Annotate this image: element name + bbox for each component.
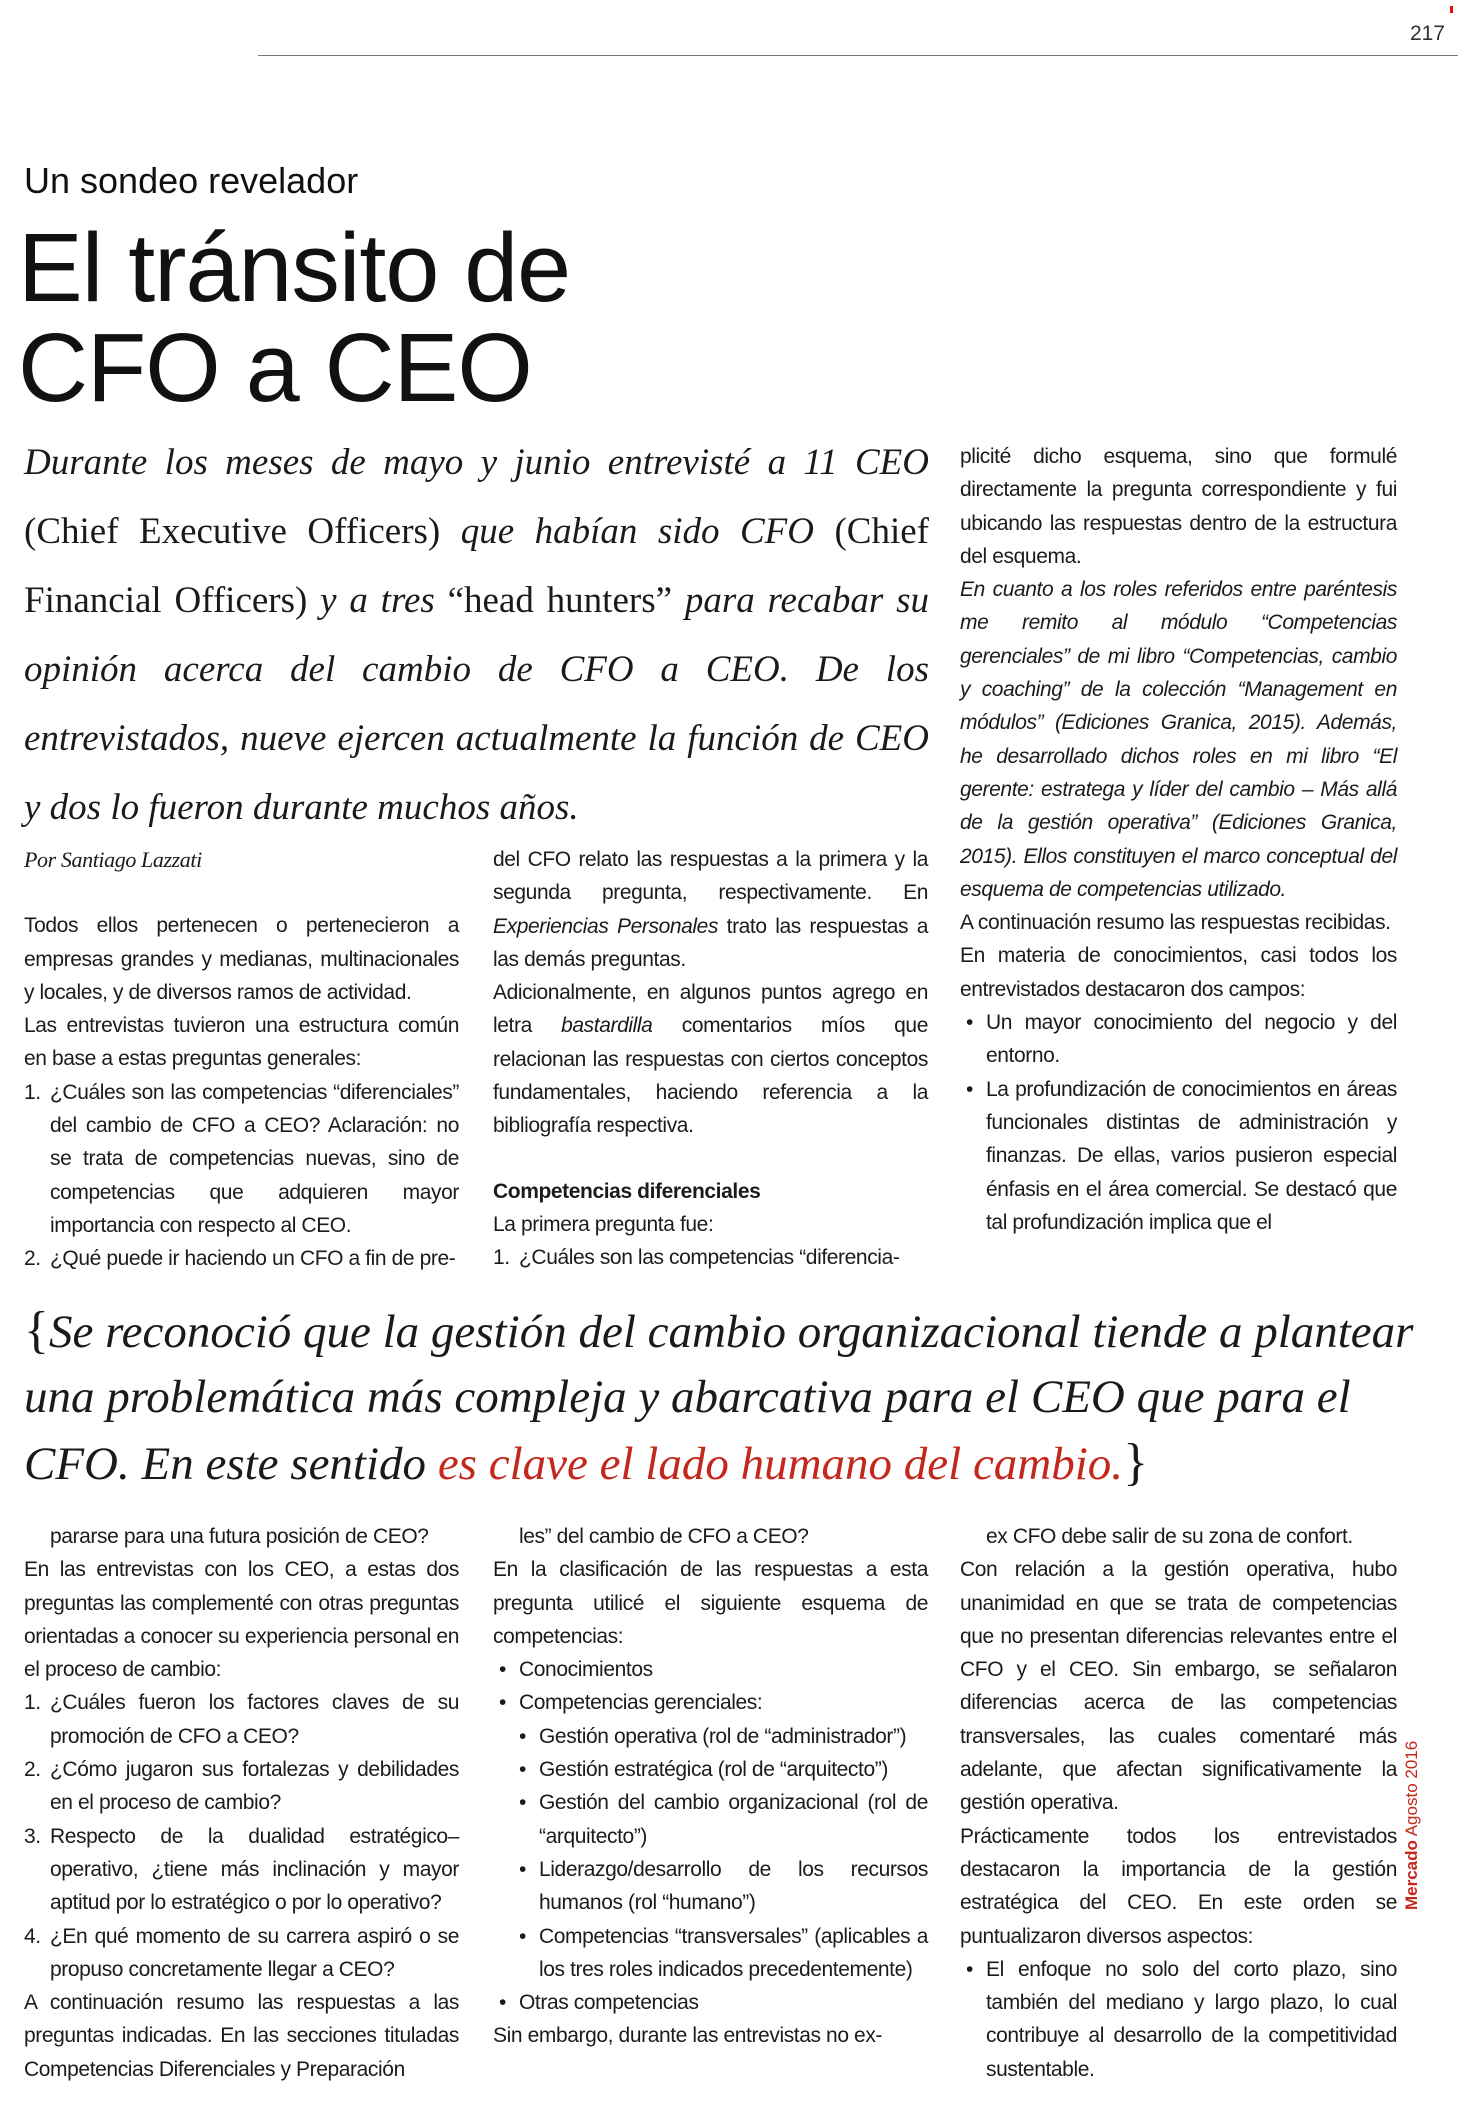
col2-continuation: les” del cambio de CFO a CEO? bbox=[519, 1525, 809, 1548]
lead-part-2: (Chief Executive Officers) bbox=[24, 511, 461, 552]
list-number: 1. bbox=[493, 1246, 510, 1270]
col3-continuation: ex CFO debe salir de su zona de confort. bbox=[986, 1525, 1353, 1548]
article-title-line-2: CFO a CEO bbox=[18, 313, 532, 422]
col2-paragraph-2: Sin embargo, durante las entrevistas no ex- bbox=[493, 2024, 883, 2048]
article-kicker: Un sondeo revelador bbox=[24, 160, 359, 201]
lead-part-3: que habían sido CFO bbox=[460, 511, 835, 552]
general-questions-list bbox=[24, 1076, 459, 1276]
col2-paragraph-3: La primera pregunta fue: bbox=[493, 1212, 714, 1236]
col1-paragraph-1: En las entrevistas con los CEO, a estas dos preguntas las complementé con otras preguntas orientadas a conocer su experiencia personal en el proceso de cambio: bbox=[24, 1558, 459, 1682]
text-run: comentarios míos que relacionan las respuestas con ciertos conceptos fundamentales, haciendo referencia a la bibliografía respectiva. bbox=[493, 1014, 928, 1138]
lead-part-4: (Chief Financial Officers) bbox=[24, 511, 929, 621]
text-run: Adicionalmente, en algunos puntos agrego en letra bbox=[493, 981, 928, 1038]
list-item bbox=[24, 1820, 459, 1920]
lead-part-5: y a tres bbox=[320, 580, 448, 621]
col1-paragraph-2: A continuación resumo las respuestas a las preguntas indicadas. En las secciones tituladas Competencias Diferenciales y Preparación bbox=[24, 1991, 459, 2081]
list-item: • Conocimientos bbox=[493, 1653, 928, 1686]
list-item bbox=[24, 1753, 459, 1820]
list-item: • Liderazgo/desarrollo de los recursos humanos (rol “humano”) bbox=[493, 1853, 928, 1920]
list-item: • Gestión estratégica (rol de “arquitecto”) bbox=[493, 1753, 928, 1786]
sidebar-brand: Mercado bbox=[1402, 1840, 1421, 1910]
pull-quote bbox=[24, 1298, 1444, 1497]
col3-note-italic: En cuanto a los roles referidos entre paréntesis me remito al módulo “Competencias gerenciales” de mi libro “Competencias, cambio y coaching” de la colección “Management en módulos” (Ediciones Granica, 2015). Además, he desarrollado dichos roles en mi libro “El gerente: estratega y líder del cambio – Más allá de la gestión operativa” (Ediciones Granica, 2015). Ellos constituyen el marco conceptual del esquema de competencias utilizado. bbox=[960, 578, 1397, 901]
text-run-italic: Experiencias Personales bbox=[493, 914, 719, 938]
col1-paragraph-2: Las entrevistas tuvieron una estructura común en base a estas preguntas generales: bbox=[24, 1014, 459, 1071]
list-item bbox=[493, 1241, 928, 1274]
byline: Por Santiago Lazzati bbox=[24, 847, 202, 872]
list-item: • Otras competencias bbox=[493, 1986, 928, 2019]
list-number: 1. bbox=[24, 1691, 41, 1715]
text-run: trato las respuestas a las demás preguntas. bbox=[493, 914, 928, 971]
column-3-bottom bbox=[960, 1520, 1397, 2086]
list-item: • Gestión operativa (rol de “administrador”) bbox=[493, 1720, 928, 1753]
list-item: • Competencias gerenciales: bbox=[493, 1686, 928, 1719]
lead-part-7: para recabar su opinión acerca del cambio de CFO a CEO. De los entrevistados, nueve ejercen actualmente la función de CEO y dos lo fueron durante muchos años. bbox=[24, 580, 929, 828]
text-run-italic: bastardilla bbox=[561, 1014, 653, 1038]
column-2-bottom bbox=[493, 1520, 928, 2053]
strategic-aspects-list bbox=[960, 1953, 1397, 2086]
sidebar-publication bbox=[1402, 1730, 1422, 1910]
list-item: • La profundización de conocimientos en áreas funcionales distintas de administración y finanzas. De ellas, varios pusieron especial énfasis en el área comercial. Se destacó que tal profundización implica que el bbox=[960, 1073, 1397, 1239]
list-number: 2. bbox=[24, 1247, 41, 1271]
personal-questions-list bbox=[24, 1686, 459, 1986]
section-heading: Competencias diferenciales bbox=[493, 1179, 761, 1203]
column-3-top bbox=[960, 440, 1397, 1239]
list-item-text: ¿Cuáles son las competencias “diferencia- bbox=[519, 1246, 900, 1270]
list-item: • El enfoque no solo del corto plazo, sino también del mediano y largo plazo, lo cual contribuye al desarrollo de la competitividad sustentable. bbox=[960, 1953, 1397, 2086]
managerial-competencies-sublist bbox=[493, 1720, 928, 1986]
list-number: 3. bbox=[24, 1824, 41, 1848]
list-item-text: Respecto de la dualidad estratégico–operativo, ¿tiene más inclinación y mayor aptitud por lo estratégico o por lo operativo? bbox=[50, 1824, 459, 1915]
list-item-text: ¿Cuáles fueron los factores claves de su promoción de CFO a CEO? bbox=[50, 1691, 459, 1748]
col2-paragraph-1 bbox=[493, 843, 928, 976]
lead-part-6: “head hunters” bbox=[447, 580, 685, 621]
col3-paragraph-3: A continuación resumo las respuestas recibidas. bbox=[960, 911, 1391, 935]
list-item bbox=[24, 1242, 459, 1275]
list-item-text: ¿Cómo jugaron sus fortalezas y debilidades en el proceso de cambio? bbox=[50, 1758, 459, 1815]
list-item: • Un mayor conocimiento del negocio y del entorno. bbox=[960, 1006, 1397, 1073]
list-item bbox=[24, 1076, 459, 1242]
col3-paragraph-2: Prácticamente todos los entrevistados destacaron la importancia de la gestión estratégica del CEO. En este orden se puntualizaron diversos aspectos: bbox=[960, 1824, 1397, 1948]
article-title bbox=[18, 213, 571, 422]
header-rule bbox=[258, 55, 1458, 56]
article-title-line-1: El tránsito de bbox=[18, 213, 571, 322]
page-number: 217 bbox=[1409, 22, 1445, 45]
pull-quote-close-brace: } bbox=[1123, 1434, 1149, 1491]
col1-paragraph-1: Todos ellos pertenecen o pertenecieron a empresas grandes y medianas, multinacionales y locales, y de diversos ramos de actividad. bbox=[24, 914, 459, 1004]
list-item-text: ¿En qué momento de su carrera aspiró o se propuso concretamente llegar a CEO? bbox=[50, 1924, 459, 1981]
col3-paragraph-4: En materia de conocimientos, casi todos los entrevistados destacaron dos campos: bbox=[960, 944, 1397, 1001]
text-run: del CFO relato las respuestas a la primera y la segunda pregunta, respectivamente. En bbox=[493, 848, 928, 905]
knowledge-fields-list bbox=[960, 1006, 1397, 1239]
column-1-top bbox=[24, 843, 459, 1276]
pull-quote-highlight: es clave el lado humano del cambio. bbox=[437, 1438, 1124, 1490]
first-question-list bbox=[493, 1241, 928, 1274]
col3-paragraph-1: plicité dicho esquema, sino que formulé directamente la pregunta correspondiente y fui ubicando las respuestas dentro de la estructura del esquema. bbox=[960, 445, 1397, 568]
column-1-bottom bbox=[24, 1520, 459, 2086]
list-number: 2. bbox=[24, 1758, 41, 1782]
col3-paragraph-1: Con relación a la gestión operativa, hubo unanimidad en que se trata de competencias que no presentan diferencias relevantes entre el CFO y el CEO. Sin embargo, se señalaron diferencias acerca de las competencias transversales, las cuales comentaré más adelante, que afectan significativamente la gestión operativa. bbox=[960, 1558, 1397, 1815]
col1-continuation: pararse para una futura posición de CEO? bbox=[50, 1525, 429, 1548]
page-number-mark bbox=[1450, 6, 1453, 13]
list-item bbox=[24, 1686, 459, 1753]
list-item-text: ¿Cuáles son las competencias “diferenciales” del cambio de CFO a CEO? Aclaración: no se trata de competencias nuevas, sino de competencias que adquieren mayor importancia con respecto al CEO. bbox=[50, 1080, 459, 1237]
col2-paragraph-1: En la clasificación de las respuestas a esta pregunta utilicé el siguiente esquema de competencias: bbox=[493, 1558, 928, 1648]
competency-scheme-list bbox=[493, 1653, 928, 1720]
list-number: 1. bbox=[24, 1080, 41, 1104]
pull-quote-open-brace: { bbox=[24, 1302, 49, 1359]
article-lead bbox=[24, 428, 929, 842]
sidebar-issue: Agosto 2016 bbox=[1402, 1740, 1421, 1837]
pull-quote-text: Se reconoció que la gestión del cambio organizacional tiende a plantear una problemática más compleja y abarcativa para el CEO que para el CFO. En este sentido bbox=[24, 1306, 1414, 1490]
list-item-text: ¿Qué puede ir haciendo un CFO a fin de pre- bbox=[50, 1247, 456, 1271]
other-competencies-list bbox=[493, 1986, 928, 2019]
list-number: 4. bbox=[24, 1924, 41, 1948]
list-item: • Competencias “transversales” (aplicables a los tres roles indicados precedentemente) bbox=[493, 1920, 928, 1987]
column-2-top bbox=[493, 843, 928, 1275]
lead-part-1: Durante los meses de mayo y junio entrevisté a 11 CEO bbox=[24, 442, 929, 483]
list-item: • Gestión del cambio organizacional (rol de “arquitecto”) bbox=[493, 1786, 928, 1853]
list-item bbox=[24, 1920, 459, 1987]
col2-paragraph-2 bbox=[493, 976, 928, 1142]
